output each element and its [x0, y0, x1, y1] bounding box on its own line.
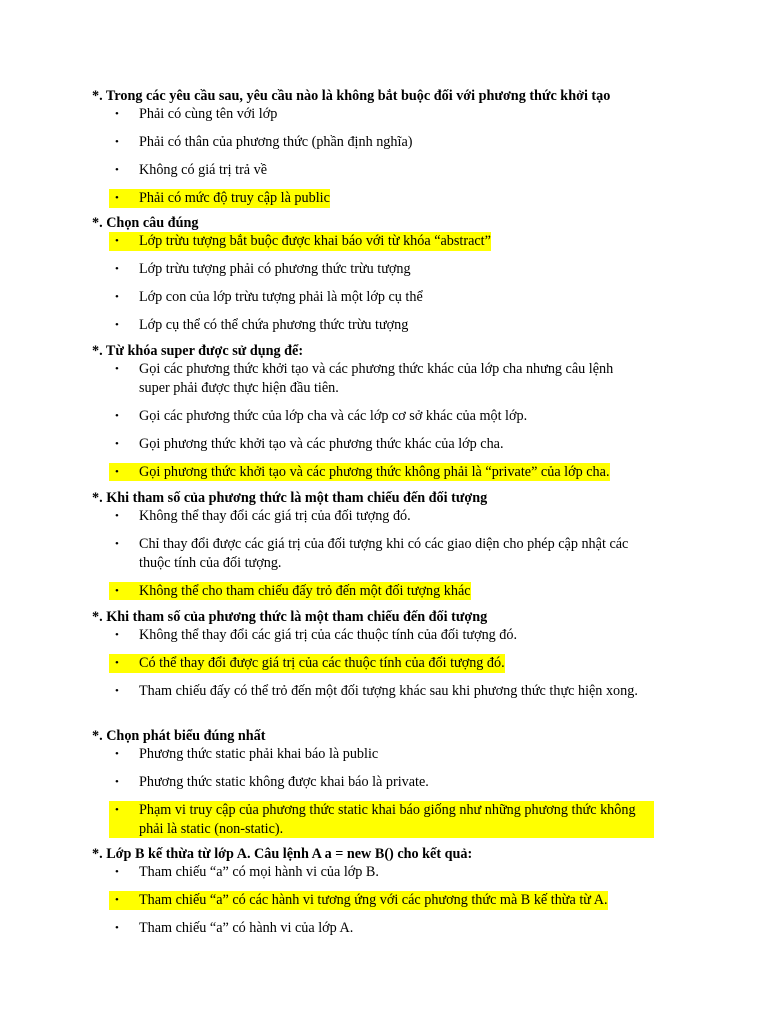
- bullet-icon: •: [115, 804, 119, 816]
- option-item-highlighted: [109, 463, 610, 482]
- option-text: Gọi phương thức khởi tạo và các phương thức không phải là “private” của lớp cha.: [139, 463, 610, 480]
- option-item: [92, 682, 639, 701]
- bullet-icon: •: [115, 922, 119, 934]
- option-text: Lớp trừu tượng phải có phương thức trừu tượng: [139, 261, 411, 277]
- option-list: [92, 105, 712, 208]
- question-4: [92, 489, 712, 610]
- option-item: [92, 626, 712, 645]
- question-1: [92, 87, 712, 217]
- question-title: *. Khi tham số của phương thức là một tham chiếu đến đối tượng: [92, 609, 488, 625]
- option-text: Có thể thay đổi được giá trị của các thuộc tính của đối tượng đó.: [139, 655, 505, 671]
- question-title: *. Từ khóa super được sử dụng để:: [92, 343, 304, 359]
- question-title: *. Khi tham số của phương thức là một tham chiếu đến đối tượng: [92, 490, 488, 506]
- bullet-icon: •: [115, 538, 119, 550]
- bullet-icon: •: [115, 291, 119, 303]
- question-7: [92, 845, 712, 947]
- option-item: [92, 507, 712, 526]
- option-item: [92, 919, 712, 938]
- option-item: [92, 316, 712, 335]
- question-title: *. Trong các yêu cầu sau, yêu cầu nào là không bắt buộc đối với phương thức khởi tạo: [92, 88, 611, 104]
- option-text: Không có giá trị trả về: [139, 162, 268, 178]
- question-3: [92, 342, 712, 491]
- bullet-icon: •: [115, 263, 119, 275]
- option-text: Tham chiếu đấy có thể trỏ đến một đối tượng khác sau khi phương thức thực hiện xong.: [139, 683, 638, 699]
- option-text: Tham chiếu “a” có hành vi của lớp A.: [139, 920, 354, 936]
- option-item-highlighted: [109, 582, 471, 601]
- option-text: Phương thức static không được khai báo là private.: [139, 774, 429, 790]
- option-text: Phải có cùng tên với lớp: [139, 106, 278, 122]
- bullet-icon: •: [115, 584, 119, 597]
- option-text: Tham chiếu “a” có mọi hành vi của lớp B.: [139, 864, 379, 880]
- bullet-icon: •: [115, 136, 119, 148]
- question-2: [92, 214, 712, 344]
- bullet-icon: •: [115, 776, 119, 788]
- bullet-icon: •: [115, 319, 119, 331]
- question-title: *. Lớp B kế thừa từ lớp A. Câu lệnh A a = new B() cho kết quả:: [92, 846, 473, 862]
- option-item: [92, 288, 712, 307]
- option-item-highlighted: [109, 232, 491, 251]
- option-text: Gọi các phương thức khởi tạo và các phương thức khác của lớp cha nhưng câu lệnh super phải được thực hiện đầu tiên.: [139, 361, 614, 396]
- option-text: Phải có mức độ truy cập là public: [139, 190, 330, 206]
- option-text: Lớp con của lớp trừu tượng phải là một lớp cụ thể: [139, 289, 423, 305]
- option-text: Không thể cho tham chiếu đấy trỏ đến một đối tượng khác: [139, 582, 471, 599]
- bullet-icon: •: [115, 108, 119, 120]
- question-title: *. Chọn phát biểu đúng nhất: [92, 728, 266, 744]
- option-item: [92, 360, 619, 397]
- bullet-icon: •: [115, 657, 119, 669]
- option-text: Không thể thay đổi các giá trị của đối tượng đó.: [139, 508, 411, 524]
- option-list: [92, 863, 712, 938]
- option-text: Chỉ thay đổi được các giá trị của đối tượng khi có các giao diện cho phép cập nhật các thuộc tính của đối tượng.: [139, 536, 629, 571]
- bullet-icon: •: [115, 437, 119, 450]
- option-list: [92, 745, 712, 838]
- option-text: Không thể thay đổi các giá trị của các thuộc tính của đối tượng đó.: [139, 627, 518, 643]
- option-item: [92, 161, 712, 180]
- bullet-icon: •: [115, 510, 119, 522]
- option-item: [92, 133, 712, 152]
- option-text: Phương thức static phải khai báo là public: [139, 746, 379, 762]
- option-item-highlighted: [109, 654, 505, 673]
- option-item-highlighted: [109, 189, 330, 208]
- option-item: [92, 407, 712, 426]
- option-list: [92, 626, 712, 701]
- bullet-icon: •: [115, 409, 119, 422]
- bullet-icon: •: [115, 685, 119, 697]
- option-list: [92, 360, 712, 481]
- option-text: Phải có thân của phương thức (phần định nghĩa): [139, 134, 413, 150]
- option-item: [92, 435, 712, 454]
- option-item: [92, 260, 712, 279]
- option-item: [92, 745, 712, 764]
- option-text: Phạm vi truy cập của phương thức static khai báo giống như những phương thức không phải là static (non-static).: [139, 802, 636, 837]
- question-5: [92, 608, 712, 710]
- bullet-icon: •: [115, 235, 119, 247]
- option-text: Lớp trừu tượng bắt buộc được khai báo với từ khóa “abstract”: [139, 233, 491, 249]
- bullet-icon: •: [115, 894, 119, 906]
- option-text: Gọi phương thức khởi tạo và các phương thức khác của lớp cha.: [139, 435, 504, 452]
- question-title: *. Chọn câu đúng: [92, 215, 199, 231]
- bullet-icon: •: [115, 629, 119, 641]
- question-6: [92, 727, 712, 848]
- option-item: [92, 105, 712, 124]
- option-list: [92, 232, 712, 335]
- option-text: Lớp cụ thể có thể chứa phương thức trừu tượng: [139, 317, 409, 333]
- option-text: Gọi các phương thức của lớp cha và các lớp cơ sở khác của một lớp.: [139, 407, 528, 424]
- bullet-icon: •: [115, 748, 119, 760]
- option-text: Tham chiếu “a” có các hành vi tương ứng với các phương thức mà B kế thừa từ A.: [139, 892, 608, 908]
- bullet-icon: •: [115, 866, 119, 878]
- option-list: [92, 507, 712, 600]
- option-item-highlighted: [109, 891, 608, 910]
- option-item: [92, 535, 629, 572]
- option-item: [92, 863, 712, 882]
- bullet-icon: •: [115, 164, 119, 176]
- bullet-icon: •: [115, 192, 119, 204]
- bullet-icon: •: [115, 465, 119, 478]
- option-item: [92, 773, 712, 792]
- bullet-icon: •: [115, 363, 119, 375]
- option-item-highlighted: [109, 801, 654, 838]
